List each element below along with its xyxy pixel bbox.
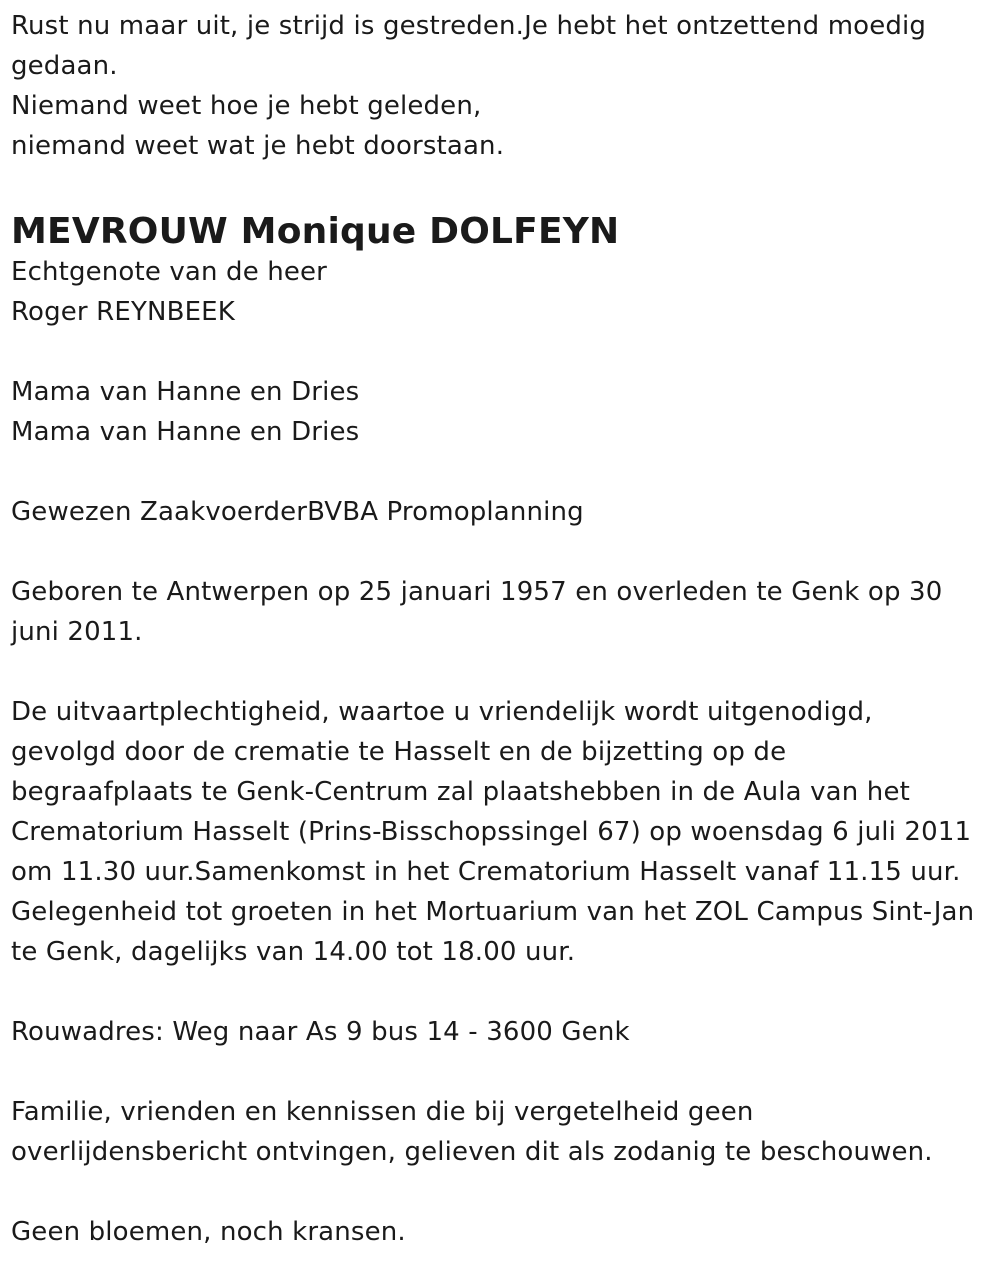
deceased-name: MEVROUW Monique DOLFEYN: [11, 211, 620, 252]
notice-block: [11, 1092, 991, 1172]
notice-line: overlijdensbericht ontvingen, gelieven dit als zodanig te beschouwen.: [11, 1137, 933, 1167]
mourning-address: Rouwadres: Weg naar As 9 bus 14 - 3600 Genk: [11, 1017, 630, 1047]
poem-line: niemand weet wat je hebt doorstaan.: [11, 131, 505, 161]
spacer: [11, 1172, 991, 1212]
ceremony-line: Gelegenheid tot groeten in het Mortuarium van het ZOL Campus Sint-Jan: [11, 897, 975, 927]
spacer: [11, 532, 991, 572]
obituary-document: [11, 6, 991, 1252]
poem-line: Niemand weet hoe je hebt geleden,: [11, 91, 482, 121]
spacer: [11, 652, 991, 692]
children-line: Mama van Hanne en Dries: [11, 377, 360, 407]
spacer: [11, 452, 991, 492]
spouse-line: Roger REYNBEEK: [11, 297, 235, 327]
spouse-block: [11, 252, 991, 332]
poem-line: gedaan.: [11, 51, 118, 81]
ceremony-line: begraafplaats te Genk-Centrum zal plaatshebben in de Aula van het: [11, 777, 910, 807]
poem-block: [11, 6, 991, 166]
ceremony-line: om 11.30 uur.Samenkomst in het Crematorium Hasselt vanaf 11.15 uur.: [11, 857, 961, 887]
spacer: [11, 1052, 991, 1092]
spacer: [11, 332, 991, 372]
ceremony-line: te Genk, dagelijks van 14.00 tot 18.00 uur.: [11, 937, 576, 967]
ceremony-line: Crematorium Hasselt (Prins-Bisschopssingel 67) op woensdag 6 juli 2011: [11, 817, 972, 847]
birth-death-line: juni 2011.: [11, 617, 143, 647]
ceremony-line: gevolgd door de crematie te Hasselt en de bijzetting op de: [11, 737, 787, 767]
spouse-line: Echtgenote van de heer: [11, 257, 328, 287]
ceremony-line: De uitvaartplechtigheid, waartoe u vriendelijk wordt uitgenodigd,: [11, 697, 873, 727]
notice-line: Familie, vrienden en kennissen die bij vergetelheid geen: [11, 1097, 754, 1127]
children-line: Mama van Hanne en Dries: [11, 417, 360, 447]
poem-line: Rust nu maar uit, je strijd is gestreden.Je hebt het ontzettend moedig: [11, 11, 927, 41]
spacer: [11, 166, 991, 212]
ceremony-block: [11, 692, 991, 972]
spacer: [11, 972, 991, 1012]
birth-death-line: Geboren te Antwerpen op 25 januari 1957 en overleden te Genk op 30: [11, 577, 943, 607]
occupation-text: Gewezen ZaakvoerderBVBA Promoplanning: [11, 497, 584, 527]
children-block: [11, 372, 991, 452]
birth-death-block: [11, 572, 991, 652]
closing-text: Geen bloemen, noch kransen.: [11, 1217, 406, 1247]
